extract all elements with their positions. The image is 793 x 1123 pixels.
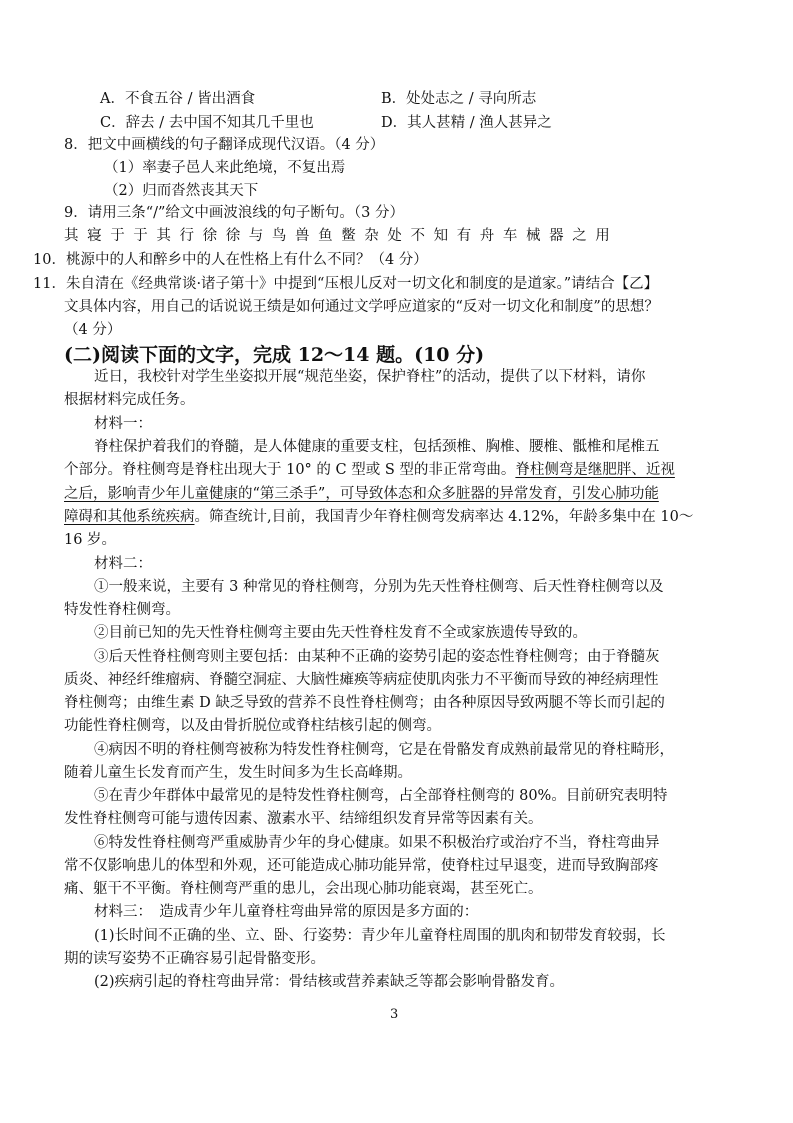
question-9-sentence: 其寝于于其行徐徐与鸟兽鱼鳖杂处不知有舟车械器之用 — [64, 228, 619, 244]
sentence-1-text: 率妻子邑人来此绝境，不复出焉 — [142, 160, 346, 176]
material-1-line-2 — [64, 459, 675, 481]
material-2-para-3-line-2: 质炎、神经纤维瘤病、脊髓空洞症、大脑性瘫痪等病症使肌肉张力不平衡而导致的神经病理性 — [64, 672, 659, 688]
section-title: (二)阅读下面的文字，完成 12～14 题。(10 分) — [64, 344, 485, 366]
material-2-para-6-line-3: 痛、躯干不平衡。脊柱侧弯严重的患儿，会出现心肺功能衰竭，甚至死亡。 — [64, 881, 543, 897]
material-2-para-4-line-1: ④病因不明的脊柱侧弯被称为特发性脊柱侧弯，它是在骨骼发育成熟前最常见的脊柱畸形， — [94, 742, 674, 758]
material-2-para-6-line-1: ⑥特发性脊柱侧弯严重威胁青少年的身心健康。如果不积极治疗或治疗不当，脊柱弯曲异 — [94, 835, 660, 851]
question-10: 10．桃源中的人和醉乡中的人在性格上有什么不同？（4 分） — [33, 252, 428, 268]
sentence-2-text: 归而沓然丧其天下 — [142, 183, 259, 199]
question-9: 9．请用三条“/”给文中画波浪线的句子断句。（3 分） — [64, 205, 405, 221]
material-2-label: 材料二： — [94, 556, 152, 572]
material-2-para-2: ②目前已知的先天性脊柱侧弯主要由先天性脊柱发育不全或家族遗传导致的。 — [94, 625, 587, 641]
material-1-line-1: 脊柱保护着我们的脊髓，是人体健康的重要支柱，包括颈椎、胸椎、腰椎、骶椎和尾椎五 — [94, 439, 660, 455]
line-2-plain: 个部分。脊柱侧弯是脊柱出现大于 10° 的 C 型或 S 型的非正常弯曲。 — [64, 462, 516, 478]
question-11-line-1: 11．朱自清在《经典常谈·诸子第十》中提到“压根儿反对一切文化和制度的是道家。”请结合【乙】 — [33, 276, 659, 292]
question-8: 8．把文中画横线的句子翻译成现代汉语。（4 分） — [64, 137, 385, 153]
sentence-2-number: （2） — [104, 183, 143, 199]
material-2-para-4-line-2: 随着儿童生长发育而产生，发生时间多为生长高峰期。 — [64, 765, 412, 781]
material-1-line-5: 16 岁。 — [64, 532, 117, 548]
material-2-para-3-line-1: ③后天性脊柱侧弯则主要包括：由某种不正确的姿势引起的姿态性脊柱侧弯；由于脊髓灰 — [94, 649, 660, 665]
intro-line-2: 根据材料完成任务。 — [64, 392, 195, 408]
material-2-para-1-line-1: ①一般来说，主要有 3 种常见的脊柱侧弯，分别为先天性脊柱侧弯、后天性脊柱侧弯以及 — [94, 579, 664, 595]
material-2-para-1-line-2: 特发性脊柱侧弯。 — [64, 602, 180, 618]
intro-line-1: 近日，我校针对学生坐姿拟开展“规范坐姿，保护脊柱”的活动，提供了以下材料，请你 — [94, 369, 646, 385]
question-11-line-3: （4 分） — [64, 322, 122, 338]
question-11-line-2: 文具体内容，用自己的话说说王绩是如何通过文学呼应道家的“反对一切文化和制度”的思想？ — [64, 299, 659, 315]
page-number: 3 — [390, 1007, 399, 1022]
underlined-sentence-start: 脊柱侧弯是继肥胖、近视 — [515, 462, 675, 478]
material-3-label: 材料三： 造成青少年儿童脊柱弯曲异常的原因是多方面的： — [94, 904, 479, 920]
question-8-sentence-2 — [104, 180, 258, 202]
option-b: B．处处志之 / 寻向所志 — [381, 91, 537, 107]
material-1-line-4 — [64, 506, 693, 528]
material-3-item-1-line-2: 期的读写姿势不正确容易引起骨骼变形。 — [64, 951, 325, 967]
line-4-plain: 。筛查统计,目前，我国青少年脊柱侧弯发病率达 4.12%，年龄多集中在 10～ — [194, 509, 694, 525]
sentence-1-number: （1） — [104, 160, 143, 176]
material-2-para-3-line-4: 功能性脊柱侧弯，以及由骨折脱位或脊柱结核引起的侧弯。 — [64, 718, 441, 734]
option-d: D．其人甚精 / 渔人甚异之 — [381, 115, 552, 131]
material-1-line-3: 之后，影响青少年儿童健康的“第三杀手”，可导致体态和众多脏器的异常发育，引发心肺功能 — [64, 486, 659, 502]
material-2-para-6-line-2: 常不仅影响患儿的体型和外观，还可能造成心肺功能异常，使脊柱过早退变，进而导致胸部疼 — [64, 858, 659, 874]
material-3-item-2: (2)疾病引起的脊柱弯曲异常：骨结核或营养素缺乏等都会影响骨骼发育。 — [94, 974, 565, 990]
material-2-para-3-line-3: 脊柱侧弯；由维生素 D 缺乏导致的营养不良性脊柱侧弯；由各种原因导致两腿不等长而引起的 — [64, 695, 665, 711]
underlined-sentence-end: 障碍和其他系统疾病 — [64, 509, 195, 525]
material-2-para-5-line-2: 发性脊柱侧弯可能与遗传因素、激素水平、结缔组织发育异常等因素有关。 — [64, 811, 543, 827]
question-8-sentence-1 — [104, 157, 345, 179]
option-a: A．不食五谷 / 皆出酒食 — [100, 91, 256, 107]
material-3-item-1-line-1: (1)长时间不正确的坐、立、卧、行姿势：青少年儿童脊柱周围的肌肉和韧带发育较弱，长 — [94, 928, 666, 944]
material-1-label: 材料一： — [94, 416, 152, 432]
material-2-para-5-line-1: ⑤在青少年群体中最常见的是特发性脊柱侧弯，占全部脊柱侧弯的 80%。目前研究表明特 — [94, 788, 668, 804]
option-c: C．辞去 / 去中国不知其几千里也 — [100, 115, 314, 131]
